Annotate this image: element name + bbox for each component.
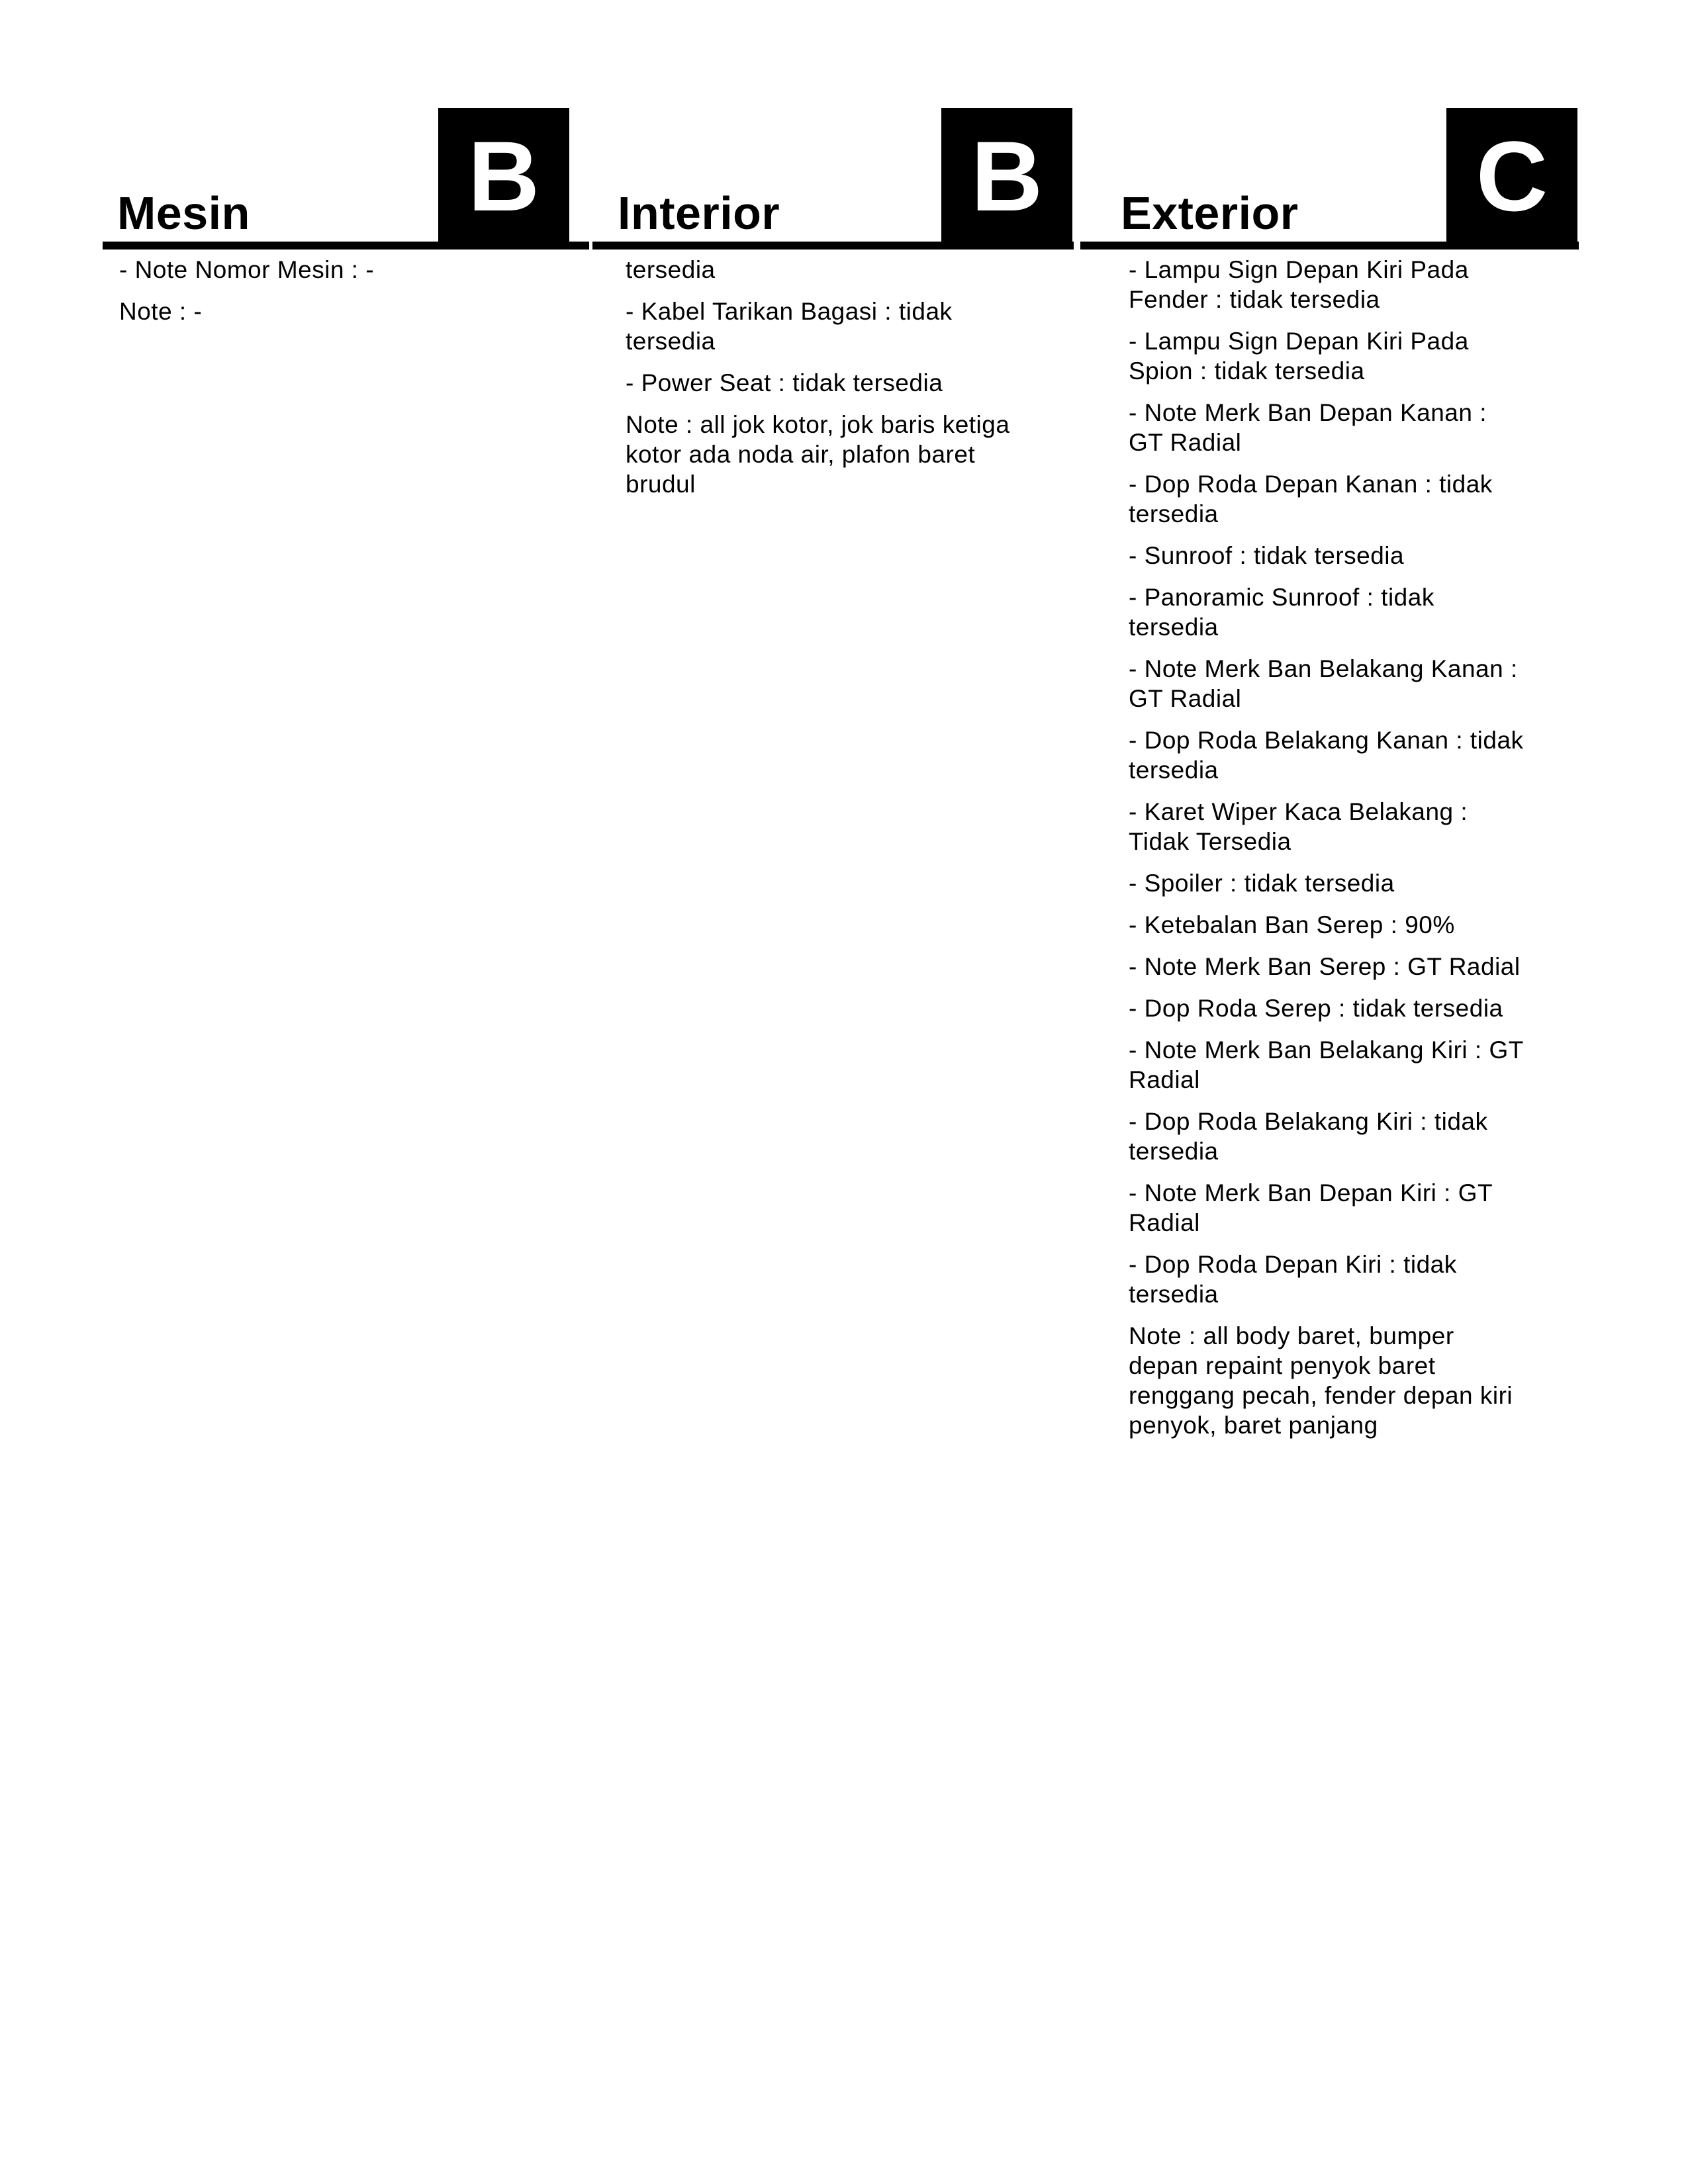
report-item: - Lampu Sign Depan Kiri Pada Spion : tidak tersedia (1129, 328, 1469, 385)
report-item: Note : all body baret, bumper depan repaint penyok baret renggang pecah, fender depan kiri penyok, baret panjang (1129, 1322, 1513, 1439)
report-item: - Note Nomor Mesin : - (119, 256, 375, 283)
grade-letter: B (467, 120, 540, 232)
section-title-interior: Interior (618, 187, 780, 239)
report-item: - Power Seat : tidak tersedia (626, 369, 943, 396)
report-item: Note : - (119, 298, 203, 325)
report-item: - Note Merk Ban Belakang Kiri : GT Radial (1129, 1036, 1524, 1093)
section-title-mesin: Mesin (117, 187, 250, 239)
report-item: Note : all jok kotor, jok baris ketiga kotor ada noda air, plafon baret brudul (626, 411, 1010, 498)
report-item: - Dop Roda Belakang Kanan : tidak tersedia (1129, 727, 1524, 784)
report-item: - Spoiler : tidak tersedia (1129, 870, 1395, 897)
report-item: tersedia (626, 256, 716, 283)
report-item: - Note Merk Ban Serep : GT Radial (1129, 953, 1521, 980)
grade-badge-mesin (438, 108, 569, 245)
report-item: - Ketebalan Ban Serep : 90% (1129, 911, 1455, 938)
report-item: - Note Merk Ban Depan Kanan : GT Radial (1129, 399, 1487, 456)
grade-letter: C (1476, 120, 1548, 232)
report-item: - Sunroof : tidak tersedia (1129, 542, 1405, 569)
item-list-mesin (103, 250, 589, 326)
item-list-exterior (1080, 250, 1579, 1440)
item-list-interior (592, 250, 1074, 499)
section-header-exterior (1080, 108, 1579, 242)
report-item: - Kabel Tarikan Bagasi : tidak tersedia (626, 298, 953, 355)
report-item: - Note Merk Ban Depan Kiri : GT Radial (1129, 1179, 1493, 1236)
grade-badge-exterior (1446, 108, 1577, 245)
report-item: - Lampu Sign Depan Kiri Pada Fender : tidak tersedia (1129, 256, 1469, 313)
grade-letter: B (970, 120, 1043, 232)
section-title-exterior: Exterior (1121, 187, 1299, 239)
section-interior (592, 108, 1074, 511)
section-exterior (1080, 108, 1579, 1452)
report-item: - Dop Roda Serep : tidak tersedia (1129, 995, 1503, 1022)
report-item: - Karet Wiper Kaca Belakang : Tidak Tersedia (1129, 798, 1468, 855)
report-item: - Dop Roda Depan Kanan : tidak tersedia (1129, 471, 1493, 527)
report-item: - Dop Roda Belakang Kiri : tidak tersedia (1129, 1108, 1488, 1165)
report-item: - Panoramic Sunroof : tidak tersedia (1129, 584, 1434, 641)
section-mesin (103, 108, 589, 338)
section-header-mesin (103, 108, 589, 242)
grade-badge-interior (941, 108, 1072, 245)
report-item: - Note Merk Ban Belakang Kanan : GT Radial (1129, 655, 1518, 712)
section-header-interior (592, 108, 1074, 242)
report-item: - Dop Roda Depan Kiri : tidak tersedia (1129, 1251, 1457, 1308)
